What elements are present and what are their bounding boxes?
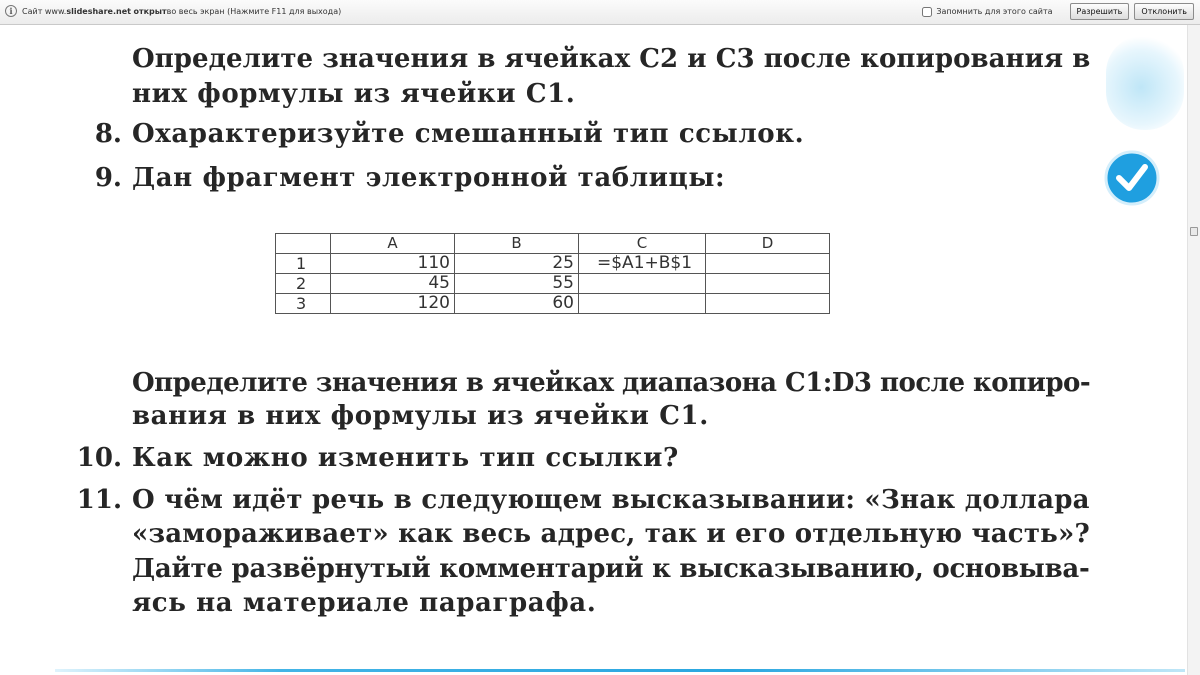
question-9-text: Дан фрагмент электронной таблицы: (132, 163, 726, 193)
question-11-line-4: ясь на материале параграфа. (132, 588, 597, 618)
notification-rest: во весь экран (Нажмите F11 для выхода) (166, 6, 342, 16)
column-header-a: A (331, 234, 455, 254)
remember-site-checkbox[interactable] (922, 7, 1052, 17)
question-11-number: 11. (76, 485, 122, 515)
checkmark-icon (1104, 150, 1164, 210)
row-header: 1 (276, 254, 331, 274)
table-row (276, 274, 830, 294)
question-9-instruction-line-1: Определите значения в ячейках диапазона C1:D3 после копиро- (132, 368, 1091, 398)
fullscreen-notification-bar (0, 0, 1200, 25)
notification-domain: slideshare.net (66, 6, 131, 16)
cell-a2: 45 (331, 274, 455, 294)
allow-button[interactable]: Разрешить (1070, 3, 1130, 20)
deny-button[interactable]: Отклонить (1134, 3, 1194, 20)
spreadsheet-header-row (276, 234, 830, 254)
question-11-line-3: Дайте развёрнутый комментарий к высказыванию, основыва- (132, 554, 1090, 584)
scrollbar-grip[interactable] (1190, 227, 1198, 236)
decorative-blob (1106, 35, 1184, 130)
column-header-c: C (579, 234, 706, 254)
cell-d3 (706, 294, 830, 314)
question-8-text: Охарактеризуйте смешанный тип ссылок. (132, 119, 805, 149)
question-10-text: Как можно изменить тип ссылки? (132, 443, 679, 473)
spreadsheet-fragment (275, 233, 830, 314)
cell-b1: 25 (455, 254, 579, 274)
intro-line-2: них формулы из ячейки C1. (132, 79, 576, 109)
cell-c2 (579, 274, 706, 294)
cell-d1 (706, 254, 830, 274)
notification-opened-word: открыт (133, 6, 167, 16)
notification-prefix: Сайт www. (22, 6, 67, 16)
column-header-d: D (706, 234, 830, 254)
row-header: 3 (276, 294, 331, 314)
question-9-number: 9. (94, 163, 122, 193)
column-header-b: B (455, 234, 579, 254)
cell-a3: 120 (331, 294, 455, 314)
question-11-line-2: «замораживает» как весь адрес, так и его отдельную часть»? (132, 519, 1090, 549)
cell-d2 (706, 274, 830, 294)
vertical-scrollbar[interactable] (1187, 25, 1200, 675)
bottom-accent-line (55, 669, 1185, 672)
question-9-instruction-line-2: вания в них формулы из ячейки C1. (132, 401, 709, 431)
info-icon: i (5, 5, 17, 17)
table-row (276, 254, 830, 274)
question-8-number: 8. (94, 119, 122, 149)
cell-a1: 110 (331, 254, 455, 274)
intro-line-1: Определите значения в ячейках C2 и C3 после копирования в (132, 44, 1091, 74)
cell-c1-formula: =$A1+B$1 (579, 254, 706, 274)
remember-site-label: Запомнить для этого сайта (936, 7, 1053, 16)
corner-cell (276, 234, 331, 254)
cell-c3 (579, 294, 706, 314)
notification-message (5, 5, 341, 17)
cell-b2: 55 (455, 274, 579, 294)
table-row (276, 294, 830, 314)
question-10-number: 10. (76, 443, 122, 473)
cell-b3: 60 (455, 294, 579, 314)
remember-checkbox-input[interactable] (922, 7, 932, 17)
row-header: 2 (276, 274, 331, 294)
question-11-line-1: О чём идёт речь в следующем высказывании: «Знак доллара (132, 485, 1090, 515)
